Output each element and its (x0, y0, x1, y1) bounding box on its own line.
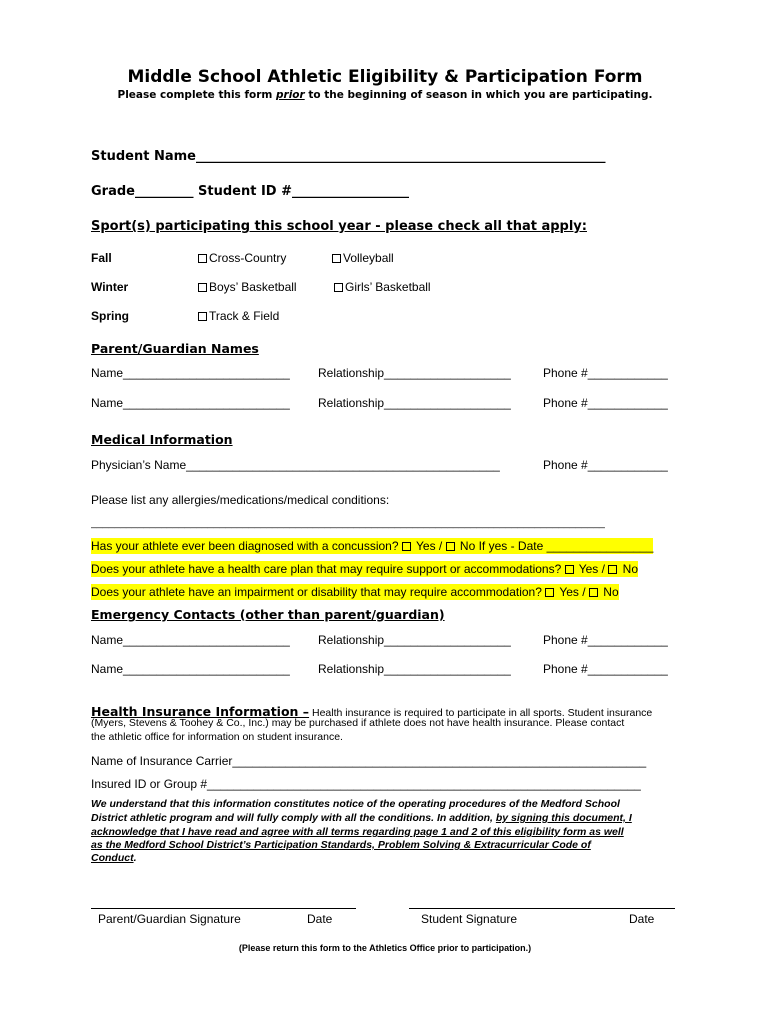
checkbox-icon[interactable] (198, 283, 207, 292)
checkbox-icon[interactable] (565, 565, 574, 574)
emergency-name-field-1[interactable]: Name_________________________ (91, 633, 290, 647)
checkbox-icon[interactable] (608, 565, 617, 574)
emergency-relationship-field-1[interactable]: Relationship___________________ (318, 633, 511, 647)
health-plan-question: Does your athlete have a health care plan that may require support or accommodations? Yes / No (91, 562, 638, 576)
student-signature-label: Student Signature (421, 912, 518, 926)
sports-heading: Sport(s) participating this school year - please check all that apply: (91, 219, 587, 234)
student-signature-line[interactable] (409, 908, 675, 909)
checkbox-icon[interactable] (334, 283, 343, 292)
parent-relationship-field-1[interactable]: Relationship___________________ (318, 366, 511, 380)
footer-note: (Please return this form to the Athletics Office prior to participation.) (238, 943, 532, 953)
insurance-heading: Health Insurance Information – (91, 704, 310, 719)
page-subtitle: Please complete this form prior to the beginning of season in which you are participating. (117, 89, 653, 101)
insurance-text-3: the athletic office for information on student insurance. (91, 731, 343, 743)
season-fall: Fall (91, 251, 112, 265)
page-title: Middle School Athletic Eligibility & Participation Form (127, 67, 643, 87)
emergency-phone-field-2[interactable]: Phone #____________ (543, 662, 668, 676)
agreement-line-2: District athletic program and will fully comply with all the conditions. In addition, by signing this document, I (91, 812, 632, 824)
disability-question: Does your athlete have an impairment or disability that may require accommodation? Yes / No (91, 585, 619, 599)
parents-heading: Parent/Guardian Names (91, 341, 259, 356)
season-winter: Winter (91, 280, 129, 294)
agreement-line-3: acknowledge that I have read and agree with all terms regarding page 1 and 2 of this eligibility form as well (91, 826, 624, 838)
checkbox-icon[interactable] (198, 254, 207, 263)
grade-student-id-field[interactable]: Grade_________ Student ID #__________________ (91, 184, 409, 199)
emergency-phone-field-1[interactable]: Phone #____________ (543, 633, 668, 647)
insurance-carrier-field[interactable]: Name of Insurance Carrier______________________________________________________________ (91, 754, 647, 768)
agreement-line-1: We understand that this information constitutes notice of the operating procedures of the Medford School (91, 798, 620, 810)
insurance-intro: Health Insurance Information – Health insurance is required to participate in all sports. Student insurance (91, 704, 653, 719)
parent-phone-field-2[interactable]: Phone #____________ (543, 396, 668, 410)
parent-name-field-1[interactable]: Name_________________________ (91, 366, 290, 380)
checkbox-icon[interactable] (545, 588, 554, 597)
sport-option-volleyball[interactable]: Volleyball (332, 251, 394, 265)
sport-option-track-field[interactable]: Track & Field (198, 309, 279, 323)
parent-relationship-field-2[interactable]: Relationship___________________ (318, 396, 511, 410)
physician-phone-field[interactable]: Phone #____________ (543, 458, 668, 472)
allergies-label: Please list any allergies/medications/medical conditions: (91, 493, 390, 507)
parent-name-field-2[interactable]: Name_________________________ (91, 396, 290, 410)
checkbox-icon[interactable] (589, 588, 598, 597)
emergency-name-field-2[interactable]: Name_________________________ (91, 662, 290, 676)
checkbox-icon[interactable] (198, 312, 207, 321)
checkbox-icon[interactable] (332, 254, 341, 263)
sport-option-cross-country[interactable]: Cross-Country (198, 251, 286, 265)
agreement-line-4: as the Medford School District’s Participation Standards, Problem Solving & Extracurricular Code of (91, 839, 591, 851)
parent-signature-label: Parent/Guardian Signature (98, 912, 241, 926)
season-spring: Spring (91, 309, 129, 323)
concussion-question: Has your athlete ever been diagnosed with a concussion? Yes / No If yes - Date ________________ (91, 539, 654, 553)
student-name-field[interactable]: Student Name_______________________________________________________________ (91, 149, 606, 164)
checkbox-icon[interactable] (446, 542, 455, 551)
student-date-label: Date (629, 912, 655, 926)
sport-option-girls-basketball[interactable]: Girls’ Basketball (334, 280, 431, 294)
emergency-relationship-field-2[interactable]: Relationship___________________ (318, 662, 511, 676)
agreement-line-5: Conduct. (91, 852, 137, 864)
parent-signature-line[interactable] (91, 908, 356, 909)
allergies-field[interactable]: ________________________________________________________________________________________ (91, 517, 605, 529)
parent-date-label: Date (307, 912, 333, 926)
sport-option-boys-basketball[interactable]: Boys’ Basketball (198, 280, 297, 294)
medical-heading: Medical Information (91, 432, 233, 447)
physician-name-field[interactable]: Physician’s Name_______________________________________________ (91, 458, 500, 472)
parent-phone-field-1[interactable]: Phone #____________ (543, 366, 668, 380)
insured-id-field[interactable]: Insured ID or Group #_________________________________________________________________ (91, 777, 641, 791)
emergency-heading: Emergency Contacts (other than parent/guardian) (91, 607, 445, 622)
checkbox-icon[interactable] (402, 542, 411, 551)
insurance-text-2: (Myers, Stevens & Toohey & Co., Inc.) may be purchased if athlete does not have health insurance. Please contact (91, 717, 625, 729)
